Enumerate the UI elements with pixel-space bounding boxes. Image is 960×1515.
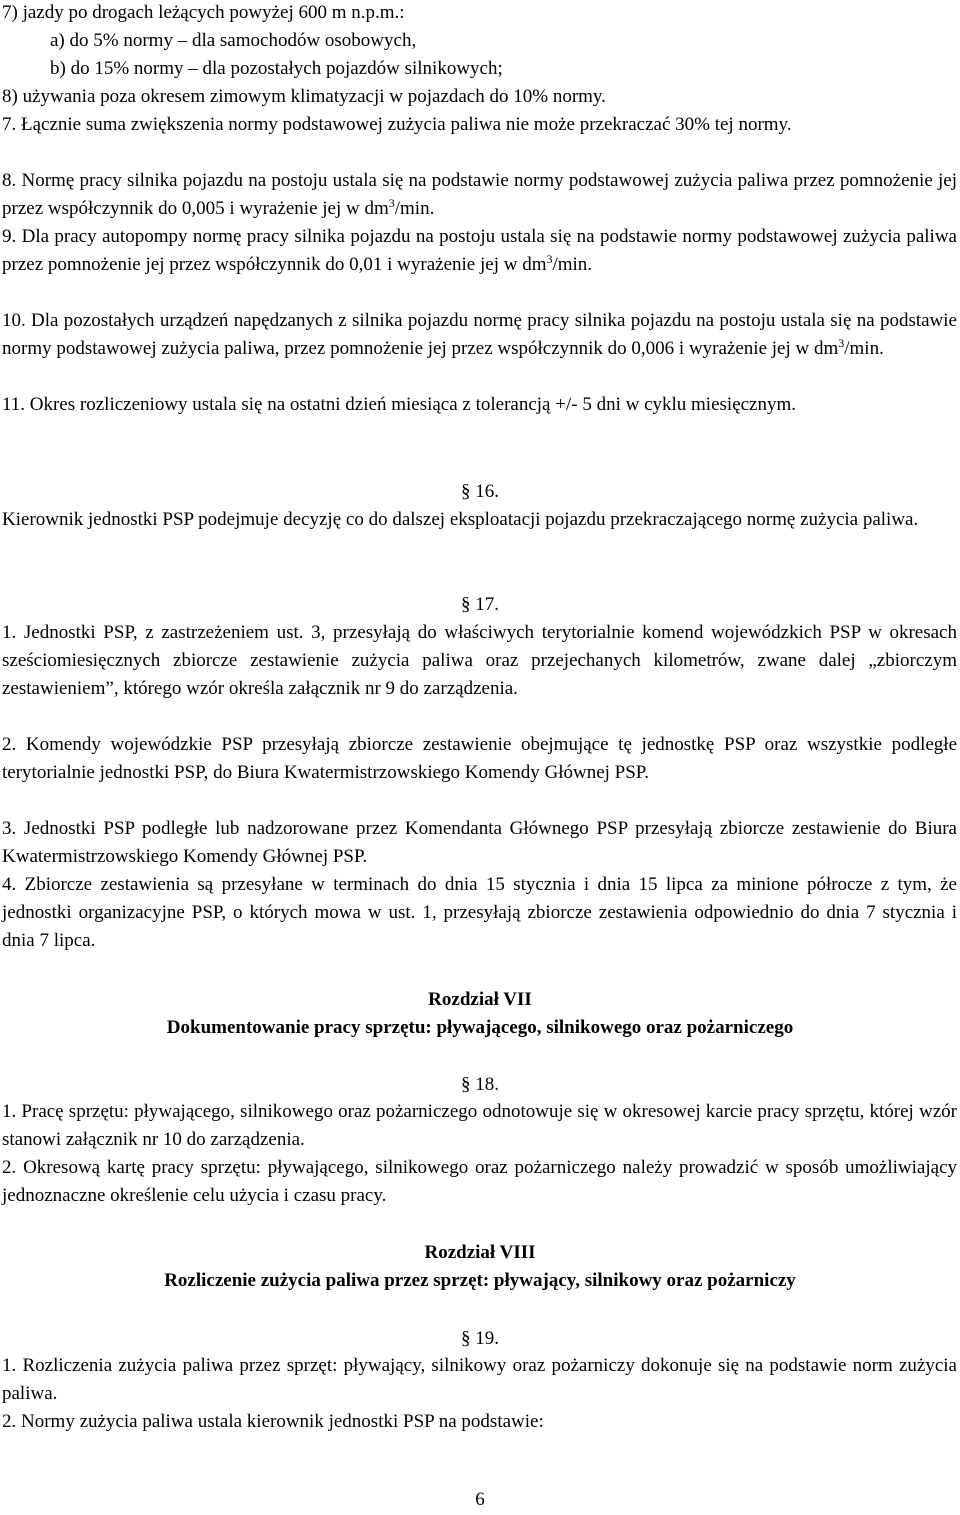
- list-item-7: 7) jazdy po drogach leżących powyżej 600 m n.p.m.:: [2, 2, 405, 23]
- section-17-paragraph-4: 4. Zbiorcze zestawienia są przesyłane w terminach do dnia 15 stycznia i dnia 15 lipca za minione półrocze z tym, że jednostki organizacyjne PSP, o których mowa w ust. 1, przesyłają zbiorcze zestawienia odpowiednio do dnia 7 stycznia i dnia 7 lipca.: [2, 874, 957, 951]
- section-19-heading: § 19.: [461, 1328, 499, 1349]
- section-17-paragraph-2: 2. Komendy wojewódzkie PSP przesyłają zbiorcze zestawienie obejmujące tę jednostkę PSP oraz wszystkie podległe terytorialnie jednostki PSP, do Biura Kwatermistrzowskiego Komendy Głównej PSP.: [2, 734, 957, 783]
- chapter-7-subtitle: Dokumentowanie pracy sprzętu: pływającego, silnikowego oraz pożarniczego: [166, 1017, 794, 1038]
- paragraph-9-tail: /min.: [552, 254, 593, 275]
- section-17-paragraph-1: 1. Jednostki PSP, z zastrzeżeniem ust. 3, przesyłają do właściwych terytorialnie komend wojewódzkich PSP w okresach sześciomiesięcznych zbiorcze zestawienie zużycia paliwa oraz przejechanych kilometrów, zwane dalej „zbiorczym zestawieniem”, którego wzór określa załącznik nr 9 do zarządzenia.: [2, 622, 957, 699]
- paragraph-8: [2, 167, 957, 223]
- list-item-7a: a) do 5% normy – dla samochodów osobowych,: [50, 30, 417, 51]
- chapter-8-title: Rozdział VIII: [424, 1242, 536, 1263]
- paragraph-8-text: 8. Normę pracy silnika pojazdu na postoju ustala się na podstawie normy podstawowej zużycia paliwa przez pomnożenie jej przez współczynnik do 0,005 i wyrażenie jej w dm: [2, 170, 957, 219]
- list-item-7b: b) do 15% normy – dla pozostałych pojazdów silnikowych;: [50, 58, 503, 79]
- paragraph-9-sup: 3: [546, 252, 553, 266]
- paragraph-11: 11. Okres rozliczeniowy ustala się na ostatni dzień miesiąca z tolerancją +/- 5 dni w cyklu miesięcznym.: [2, 394, 797, 415]
- section-17-paragraph-3: 3. Jednostki PSP podległe lub nadzorowane przez Komendanta Głównego PSP przesyłają zbiorcze zestawienie do Biura Kwatermistrzowskiego Komendy Głównej PSP.: [2, 818, 957, 867]
- paragraph-10-text: 10. Dla pozostałych urządzeń napędzanych z silnika pojazdu normę pracy silnika pojazdu na postoju ustala się na podstawie normy podstawowej zużycia paliwa, przez pomnożenie jej przez współczynnik do 0,006 i wyrażenie jej w dm: [2, 310, 957, 359]
- section-18-paragraph-1: 1. Pracę sprzętu: pływającego, silnikowego oraz pożarniczego odnotowuje się w okresowej karcie pracy sprzętu, której wzór stanowi załącznik nr 10 do zarządzenia.: [2, 1101, 957, 1150]
- page-number: 6: [475, 1489, 485, 1510]
- section-19-paragraph-2: 2. Normy zużycia paliwa ustala kierownik jednostki PSP na podstawie:: [2, 1411, 544, 1432]
- paragraph-7: 7. Łącznie suma zwiększenia normy podstawowej zużycia paliwa nie może przekraczać 30% tej normy.: [2, 114, 792, 135]
- paragraph-10: [2, 307, 957, 363]
- paragraph-9-text: 9. Dla pracy autopompy normę pracy silnika pojazdu na postoju ustala się na podstawie normy podstawowej zużycia paliwa przez pomnożenie jej przez współczynnik do 0,01 i wyrażenie jej w dm: [2, 226, 957, 275]
- section-18-paragraph-2: 2. Okresową kartę pracy sprzętu: pływającego, silnikowego oraz pożarniczego należy prowadzić w sposób umożliwiający jednoznaczne określenie celu użycia i czasu pracy.: [2, 1157, 957, 1206]
- paragraph-9: [2, 223, 957, 279]
- chapter-8-subtitle: Rozliczenie zużycia paliwa przez sprzęt: pływający, silnikowy oraz pożarniczy: [164, 1270, 796, 1291]
- paragraph-10-sup: 3: [838, 336, 845, 350]
- section-18-heading: § 18.: [461, 1074, 499, 1095]
- section-19-paragraph-1: 1. Rozliczenia zużycia paliwa przez sprzęt: pływający, silnikowy oraz pożarniczy dokonuje się na podstawie norm zużycia paliwa.: [2, 1355, 957, 1404]
- chapter-7-title: Rozdział VII: [428, 989, 532, 1010]
- section-17-heading: § 17.: [461, 594, 499, 615]
- section-16-paragraph: Kierownik jednostki PSP podejmuje decyzję co do dalszej eksploatacji pojazdu przekraczającego normę zużycia paliwa.: [2, 509, 919, 530]
- list-item-8: 8) używania poza okresem zimowym klimatyzacji w pojazdach do 10% normy.: [2, 86, 606, 107]
- paragraph-8-sup: 3: [388, 196, 395, 210]
- paragraph-8-tail: /min.: [394, 198, 435, 219]
- section-16-heading: § 16.: [461, 481, 499, 502]
- paragraph-10-tail: /min.: [844, 338, 884, 359]
